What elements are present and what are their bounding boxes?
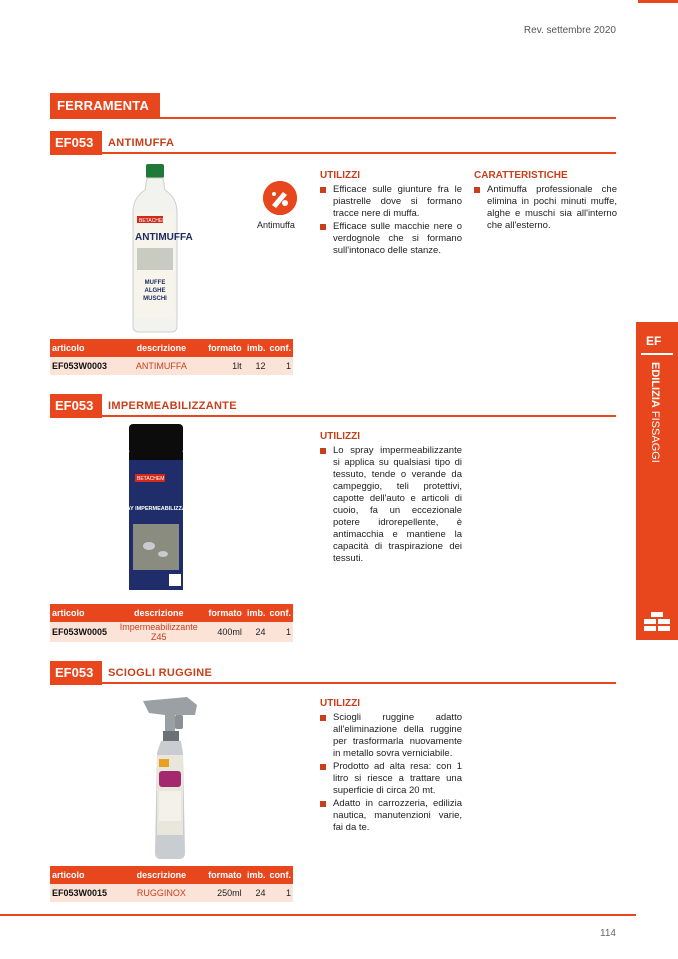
section-title: FERRAMENTA — [50, 93, 160, 119]
col-formato: formato — [206, 866, 244, 884]
cell-conf: 1 — [267, 884, 293, 902]
cell-imb: 24 — [244, 884, 268, 902]
table-header-row — [50, 604, 293, 622]
product-divider — [102, 682, 616, 684]
col-imb: imb. — [244, 604, 268, 622]
articles-table — [50, 339, 293, 375]
col-descrizione: descrizione — [117, 866, 206, 884]
caratteristiche-title: CARATTERISTICHE — [474, 170, 568, 181]
bricks-icon — [644, 612, 670, 632]
cell-imb: 24 — [244, 622, 268, 642]
col-articolo: articolo — [50, 866, 117, 884]
product-antimuffa — [50, 131, 616, 381]
icon-label: Antimuffa — [257, 220, 295, 230]
list-item: Efficace sulle giunture fra le piastrelle dove si formano tracce nere di muffa. — [320, 184, 462, 220]
product-code: EF053 — [50, 661, 102, 685]
product-header — [50, 661, 616, 685]
cell-descrizione: Impermeabilizzante Z45 — [111, 622, 206, 642]
col-conf: conf. — [267, 866, 293, 884]
spray-bottle-image — [135, 693, 205, 861]
side-tab-category-bold: EDILIZIA — [649, 362, 661, 408]
bottle-line-3: MUSCHI — [143, 296, 167, 302]
col-formato: formato — [206, 339, 244, 357]
col-descrizione: descrizione — [111, 604, 206, 622]
col-imb: imb. — [244, 866, 268, 884]
utilizzi-list — [320, 445, 462, 566]
col-articolo: articolo — [50, 339, 117, 357]
product-title: SCIOGLI RUGGINE — [108, 667, 213, 679]
bottle-line-1: MUFFE — [144, 280, 166, 286]
footer-divider — [0, 914, 636, 916]
product-title: IMPERMEABILIZZANTE — [108, 400, 237, 412]
list-item: Efficace sulle macchie nere o verdognole che si formano sull'intonaco delle stanze. — [320, 221, 462, 257]
product-sciogli-ruggine — [50, 661, 616, 911]
cell-articolo: EF053W0005 — [50, 622, 111, 642]
list-item: Prodotto ad alta resa: con 1 litro si riesce a trattare una superficie di circa 20 mt. — [320, 761, 462, 797]
utilizzi-list — [320, 712, 462, 835]
cell-descrizione: RUGGINOX — [117, 884, 206, 902]
col-articolo: articolo — [50, 604, 111, 622]
bottle-line-2: ALGHE — [144, 288, 166, 294]
table-row — [50, 357, 293, 375]
list-item: Sciogli ruggine adatto all'eliminazione della ruggine per trasformarla nuovamente in metallo sovra verniciabile. — [320, 712, 462, 760]
cell-articolo: EF053W0015 — [50, 884, 117, 902]
caratteristiche-list — [474, 184, 617, 233]
col-conf: conf. — [267, 604, 293, 622]
antimuffa-icon — [263, 181, 297, 215]
product-code: EF053 — [50, 131, 102, 155]
top-edge-tab — [638, 0, 678, 3]
cell-conf: 1 — [267, 622, 293, 642]
list-item: Lo spray impermeabilizzante si applica su qualsiasi tipo di tessuto, tende o verande da campeggio, teli protettivi, capotte dell'auto e articoli di cuoio, fa un eccezionale potere idrorepellente, è antimacchia e mantiene la capacità di traspirazione dei tessuti. — [320, 445, 462, 565]
cell-formato: 250ml — [206, 884, 244, 902]
revision-date: Rev. settembre 2020 — [523, 25, 616, 36]
cell-imb: 12 — [244, 357, 268, 375]
bottle-brand: BETACHEM — [139, 218, 167, 224]
articles-table — [50, 604, 293, 642]
bottle-name: ANTIMUFFA — [135, 232, 193, 243]
spray-can-image — [115, 424, 197, 592]
can-brand: BETACHEM — [137, 476, 165, 482]
table-row — [50, 884, 293, 902]
page-number: 114 — [600, 928, 616, 939]
utilizzi-title: UTILIZZI — [320, 698, 360, 709]
cell-descrizione: ANTIMUFFA — [117, 357, 206, 375]
product-header — [50, 131, 616, 155]
list-item: Antimuffa professionale che elimina in pochi minuti muffe, alghe e muschi sia all'interno che all'esterno. — [474, 184, 617, 232]
articles-table — [50, 866, 293, 902]
product-title: ANTIMUFFA — [108, 137, 175, 149]
table-header-row — [50, 339, 293, 357]
product-divider — [102, 152, 616, 154]
section-divider — [50, 117, 616, 119]
product-header — [50, 394, 616, 418]
antimuffa-bottle-image — [125, 164, 193, 334]
cell-formato: 400ml — [206, 622, 244, 642]
side-category-tab[interactable] — [636, 322, 678, 640]
col-conf: conf. — [267, 339, 293, 357]
col-imb: imb. — [244, 339, 268, 357]
side-tab-category — [649, 362, 661, 463]
utilizzi-title: UTILIZZI — [320, 170, 360, 181]
side-tab-code: EF — [646, 334, 662, 348]
product-impermeabilizzante — [50, 394, 616, 650]
utilizzi-title: UTILIZZI — [320, 431, 360, 442]
product-code: EF053 — [50, 394, 102, 418]
can-name: SPRAY IMPERMEABILIZZANTE — [115, 506, 197, 512]
col-formato: formato — [206, 604, 244, 622]
cell-conf: 1 — [267, 357, 293, 375]
utilizzi-list — [320, 184, 462, 258]
table-header-row — [50, 866, 293, 884]
col-descrizione: descrizione — [117, 339, 206, 357]
side-tab-divider — [641, 353, 673, 355]
side-tab-category-rest: FISSAGGI — [649, 410, 661, 463]
cell-articolo: EF053W0003 — [50, 357, 117, 375]
product-divider — [102, 415, 616, 417]
cell-formato: 1lt — [206, 357, 244, 375]
list-item: Adatto in carrozzeria, edilizia nautica, manutenzioni varie, fai da te. — [320, 798, 462, 834]
table-row — [50, 622, 293, 642]
